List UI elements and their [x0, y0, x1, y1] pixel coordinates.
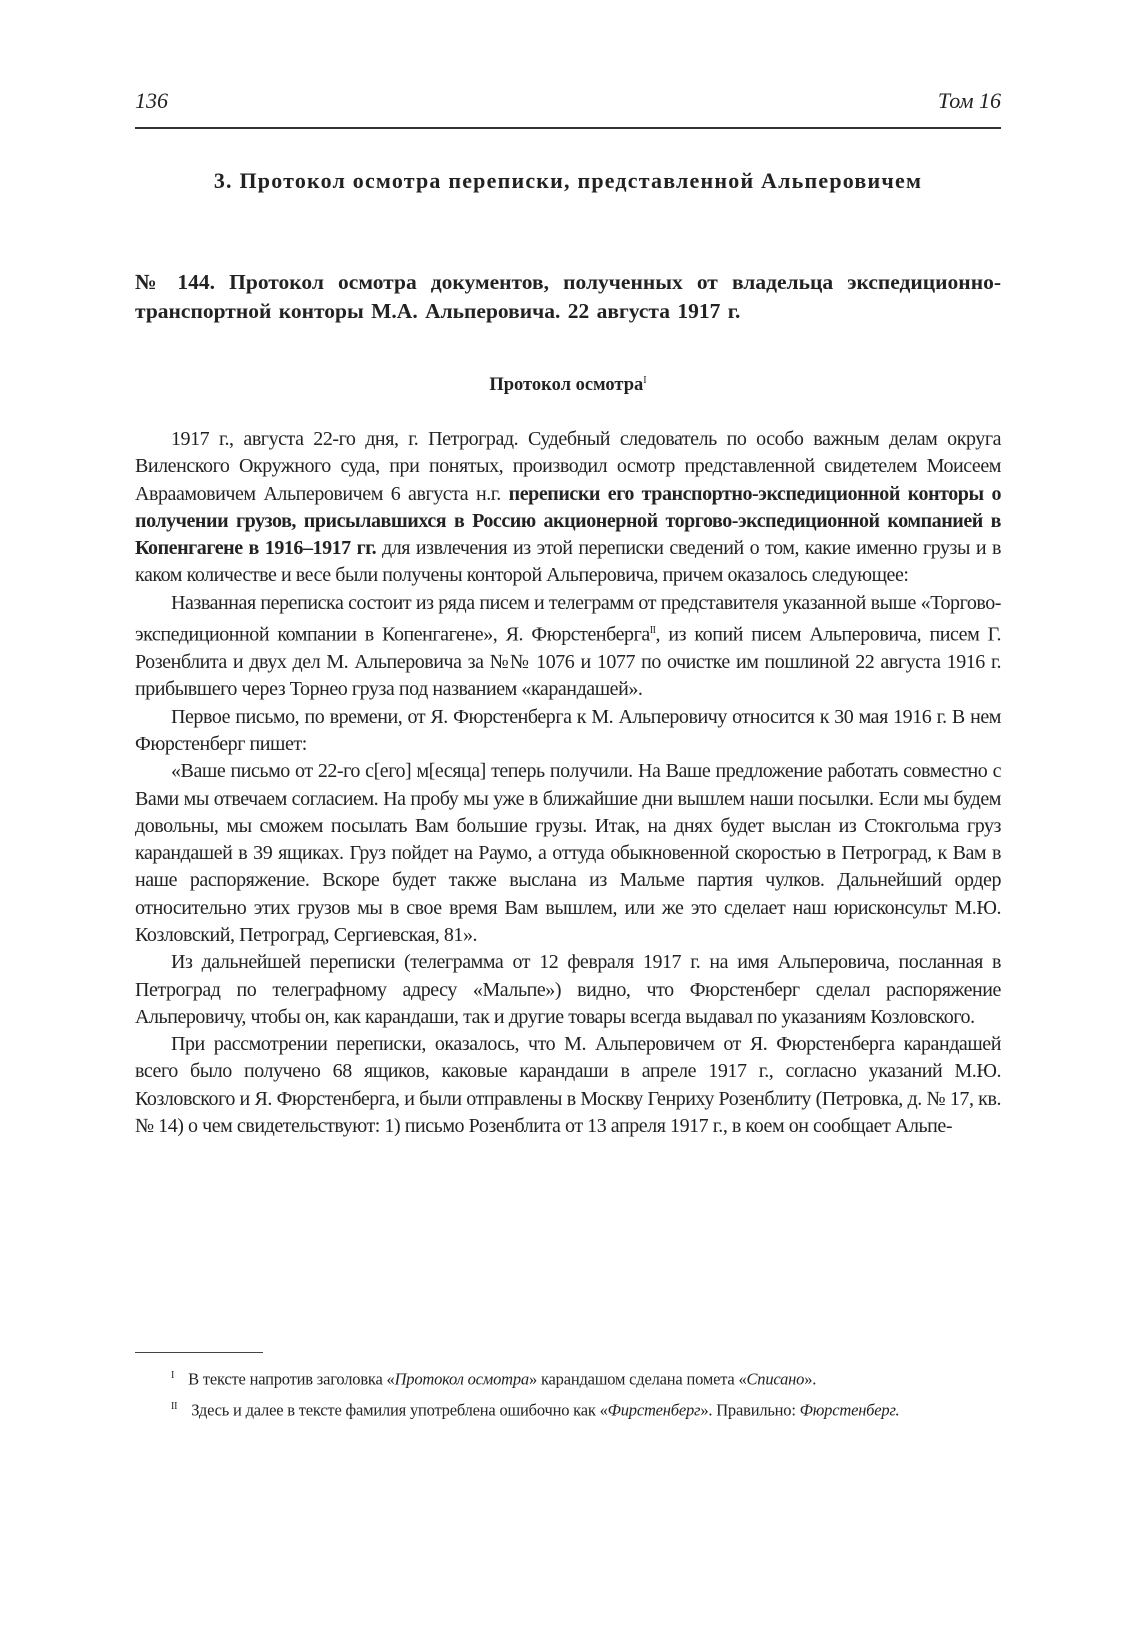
text-run: 1917 г., августа 22-го дня, г. Петроград. Судебный следователь по особо важным делам округа Виленского Окружного суда, при понятых, производил осмотр представленной свидетелем Моисеем Авраамовичем Альперовичем 6 августа н.г.: [135, 428, 1001, 505]
paragraph: [135, 426, 1001, 590]
text-run: При рассмотрении переписки, оказалось, что М. Альперовичем от Я. Фюрстенберга карандашей всего было получено 68 ящиков, каковые карандаши в апреле 1917 г., согласно указаний М.Ю. Козловского и Я. Фюрстенберга, и были отправлены в Москву Генриху Розенблиту (Петровка, д. № 17, кв. № 14) о чем свидетельствуют: 1) письмо Розенблита от 13 апреля 1917 г., в коем он сообщает Альпе-: [135, 1033, 1001, 1138]
italic-text: Списано: [746, 1369, 805, 1389]
footnote: [135, 1393, 1001, 1424]
footnotes: [135, 1362, 1001, 1423]
text-run: В тексте напротив заголовка «: [188, 1369, 395, 1389]
bold-text: переписки его транспортно-экспедиционной конторы о получении грузов, присылавшихся в Россию акционерной торгово-экспедиционной компанией в Копенгагене в 1916–1917 гг.: [135, 482, 1001, 560]
paragraph: [135, 704, 1001, 759]
paragraph: [135, 949, 1001, 1031]
italic-text: Фюрстенберг.: [799, 1400, 900, 1419]
paragraph: [135, 590, 1001, 704]
section-title: 3. Протокол осмотра переписки, представленной Альперовичем: [213, 168, 923, 193]
text-run: Первое письмо, по времени, от Я. Фюрстенберга к М. Альперовичу относится к 30 мая 1916 г. В нем Фюрстенберг пишет:: [135, 705, 1001, 755]
footnote-rule: [135, 1352, 263, 1353]
footnote-ref: I: [643, 375, 647, 386]
text-run: Названная переписка состоит из ряда писем и телеграмм от представителя указанной выше «Торгово-экспедиционной компании в Копенгагене», Я. Фюрстенберга: [135, 591, 1001, 646]
text-run: ».: [804, 1369, 817, 1389]
text-run: Из дальнейшей переписки (телеграмма от 12 февраля 1917 г. на имя Альперовича, посланная в Петроград по телеграфному адресу «Мальпе») видно, что Фюрстенберг сделал распоряжение Альперовичу, чтобы он, как карандаши, так и другие товары всегда выдавал по указаниям Козловского.: [135, 951, 1001, 1028]
text-run: ». Правильно:: [700, 1400, 800, 1419]
text-run: для извлечения из этой переписки сведений о том, какие именно грузы и в каком количестве и весе были получены конторой Альперовича, причем оказалось следующее:: [135, 537, 1001, 587]
text-run: , из копий писем Альперовича, писем Г. Розенблита и двух дел М. Альперовича за №№ 1076 и 1077 по очистке им пошлиной 22 августа 1916 г. прибывшего через Торнео груза под названием «карандашей».: [135, 623, 1001, 701]
header-rule: [135, 127, 1001, 129]
footnote: [135, 1362, 1001, 1393]
page-number: 136: [135, 88, 168, 113]
italic-text: Протокол осмотра: [394, 1369, 529, 1389]
paragraph: [135, 1031, 1001, 1140]
protocol-heading-text: Протокол осмотра: [489, 375, 644, 396]
document-title: № 144. Протокол осмотра документов, полученных от владельца экспедиционно-транспортной конторы М.А. Альперовича. 22 августа 1917 г.: [135, 270, 1001, 323]
running-header: [135, 88, 1001, 118]
footnote-mark: II: [171, 1400, 178, 1412]
text-run: Здесь и далее в тексте фамилия употреблена ошибочно как «: [191, 1400, 608, 1419]
text-run: » карандашом сделана помета «: [528, 1369, 747, 1389]
paragraph: [135, 758, 1001, 949]
body-text: [135, 426, 1001, 1140]
footnote-ref: II: [649, 625, 656, 637]
text-run: «Ваше письмо от 22-го с[его] м[есяца] теперь получили. На Ваше предложение работать совместно с Вами мы отвечаем согласием. На пробу мы уже в ближайшие дни вышлем наши посылки. Если мы будем довольны, мы сможем посылать Вам большие грузы. Итак, на днях будет выслан из Стокгольма груз карандашей в 39 ящиках. Груз пойдет на Раумо, а оттуда обыкновенной скоростью в Петроград, к Вам в наше распоряжение. Вскоре будет также выслана из Мальме партия чулков. Дальнейший ордер относительно этих грузов мы в свое время Вам вышлем, или же это сделает наш юрисконсульт М.Ю. Козловский, Петроград, Сергиевская, 81».: [135, 760, 1001, 946]
volume-label: Том 16: [937, 88, 1001, 113]
protocol-heading: [135, 375, 1001, 396]
italic-text: Фирстенберг: [607, 1400, 701, 1419]
footnote-mark: I: [171, 1370, 175, 1381]
